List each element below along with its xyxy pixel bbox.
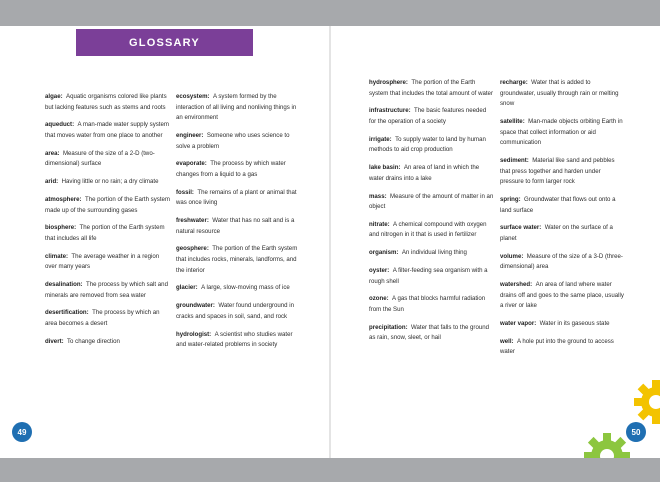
- glossary-definition: A scientist who studies water and water-related problems in society: [176, 330, 293, 349]
- glossary-entry: [45, 223, 170, 244]
- glossary-term: desertification:: [45, 309, 89, 317]
- glossary-term: water vapor:: [500, 320, 537, 327]
- glossary-term: glacier:: [176, 284, 198, 292]
- glossary-entry: [500, 280, 625, 312]
- glossary-term: hydrosphere:: [369, 79, 408, 86]
- glossary-definition: The remains of a plant or animal that was once living: [176, 188, 297, 207]
- glossary-entry: [500, 252, 625, 273]
- glossary-entry: [176, 283, 301, 294]
- glossary-definition: The process by which water changes from a liquid to a gas: [176, 160, 286, 178]
- glossary-term: groundwater:: [176, 302, 215, 310]
- glossary-term: recharge:: [500, 79, 528, 86]
- glossary-entry: [369, 266, 494, 287]
- glossary-definition: A system formed by the interaction of all living and nonliving things in an environment: [176, 93, 297, 122]
- glossary-term: well:: [500, 337, 514, 345]
- glossary-definition: A man-made water supply system that moves water from one place to another: [45, 121, 169, 139]
- glossary-definition: Measure of the size of a 3-D (three-dimensional) area: [500, 252, 623, 271]
- glossary-definition: A large, slow-moving mass of ice: [201, 284, 290, 292]
- glossary-entry: [176, 188, 301, 209]
- glossary-term: climate:: [45, 252, 69, 260]
- glossary-column-2: [176, 92, 301, 358]
- glossary-entry: [45, 195, 170, 216]
- glossary-entry: [176, 330, 301, 351]
- glossary-term: organism:: [369, 249, 399, 257]
- glossary-definition: The basic features needed for the operation of a society: [369, 107, 487, 125]
- glossary-term: lake basin:: [369, 164, 401, 172]
- glossary-entry: [369, 248, 494, 259]
- glossary-term: watershed:: [500, 281, 533, 289]
- glossary-column-3: [369, 78, 494, 351]
- glossary-entry: [500, 337, 625, 358]
- glossary-definition: An area of land where water drains off and goes to the same place, usually a river or lake: [500, 281, 624, 310]
- glossary-entry: [369, 192, 494, 213]
- glossary-definition: Water that falls to the ground as rain, snow, sleet, or hail: [369, 323, 490, 342]
- glossary-definition: To change direction: [67, 337, 120, 345]
- glossary-entry: [369, 163, 494, 184]
- glossary-definition: Measure of the size of a 2-D (two-dimensional) surface: [45, 149, 155, 168]
- glossary-definition: The average weather in a region over many years: [45, 252, 160, 271]
- glossary-definition: Water in its gaseous state: [539, 320, 610, 327]
- glossary-entry: [500, 319, 625, 330]
- glossary-entry: [45, 177, 170, 188]
- glossary-definition: A chemical compound with oxygen and nitrogen in it that is used in fertilizer: [369, 220, 487, 239]
- book-spine: [329, 26, 331, 458]
- glossary-definition: Water that has no salt and is a natural resource: [176, 217, 295, 235]
- glossary-entry: [369, 135, 494, 156]
- glossary-term: divert:: [45, 337, 64, 345]
- page-number-left: [12, 422, 32, 442]
- glossary-entry: [176, 244, 301, 276]
- glossary-term: desalination:: [45, 281, 83, 289]
- glossary-entry: [369, 220, 494, 241]
- glossary-term: ecosystem:: [176, 93, 210, 100]
- glossary-entry: [45, 337, 170, 348]
- glossary-definition: Water that is added to groundwater, usually through rain or melting snow: [500, 79, 619, 108]
- glossary-term: aqueduct:: [45, 121, 75, 129]
- glossary-definition: Groundwater that flows out onto a land surface: [500, 195, 616, 214]
- glossary-definition: Measure of the amount of matter in an object: [369, 192, 494, 211]
- glossary-term: freshwater:: [176, 217, 209, 225]
- glossary-entry: [45, 120, 170, 141]
- glossary-definition: Having little or no rain; a dry climate: [61, 178, 159, 186]
- glossary-definition: The process by which an area becomes a desert: [45, 309, 160, 327]
- glossary-entry: [45, 149, 170, 170]
- glossary-term: arid:: [45, 178, 59, 186]
- glossary-term: irrigate:: [369, 135, 392, 143]
- bottom-bar: [0, 458, 660, 482]
- glossary-term: volume:: [500, 252, 524, 260]
- page-title: GLOSSARY: [129, 36, 200, 49]
- glossary-entry: [176, 216, 301, 237]
- glossary-term: geosphere:: [176, 245, 209, 253]
- glossary-entry: [176, 92, 301, 124]
- glossary-definition: A filter-feeding sea organism with a rough shell: [369, 267, 488, 285]
- glossary-entry: [500, 223, 625, 244]
- glossary-entry: [369, 78, 494, 99]
- glossary-term: algae:: [45, 93, 63, 100]
- glossary-term: area:: [45, 149, 60, 157]
- glossary-definition: The portion of the Earth system that includes all life: [45, 224, 165, 242]
- glossary-definition: An individual living thing: [401, 249, 467, 257]
- glossary-definition: Water on the surface of a planet: [500, 224, 613, 242]
- green-gear-icon: [582, 430, 632, 458]
- glossary-definition: The portion of the Earth system that includes rocks, minerals, landforms, and the interior: [176, 245, 298, 274]
- glossary-entry: [45, 280, 170, 301]
- glossary-definition: The portion of the Earth system made up of the surrounding gases: [45, 195, 170, 214]
- glossary-entry: [45, 252, 170, 273]
- glossary-definition: Someone who uses science to solve a problem: [176, 131, 290, 150]
- glossary-entry: [369, 294, 494, 315]
- glossary-entry: [45, 308, 170, 329]
- glossary-term: nitrate:: [369, 220, 390, 228]
- glossary-definition: Material like sand and pebbles that press together and harden under pressure to form larger rock: [500, 156, 615, 186]
- glossary-entry: [369, 106, 494, 127]
- glossary-entry: [369, 323, 494, 344]
- glossary-term: biosphere:: [45, 224, 77, 232]
- top-bar: [0, 0, 660, 26]
- glossary-term: precipitation:: [369, 323, 408, 331]
- glossary-entry: [500, 156, 625, 188]
- glossary-term: sediment:: [500, 156, 529, 164]
- glossary-term: mass:: [369, 192, 387, 200]
- glossary-definition: Water found underground in cracks and spaces in soil, sand, and rock: [176, 302, 294, 320]
- page-number-right-label: 50: [631, 427, 641, 437]
- glossary-term: spring:: [500, 195, 521, 203]
- glossary-entry: [500, 195, 625, 216]
- glossary-term: evaporate:: [176, 160, 207, 168]
- glossary-definition: To supply water to land by human methods to aid crop production: [369, 135, 486, 154]
- glossary-term: satellite:: [500, 117, 525, 125]
- glossary-term: atmosphere:: [45, 195, 82, 203]
- glossary-term: ozone:: [369, 295, 389, 303]
- page-number-left-label: 49: [17, 427, 27, 437]
- glossary-term: surface water:: [500, 224, 542, 232]
- glossary-definition: A hole put into the ground to access water: [500, 337, 614, 356]
- glossary-definition: Aquatic organisms colored like plants but lacking features such as stems and roots: [45, 93, 167, 111]
- glossary-definition: An area of land in which the water drains into a lake: [369, 164, 480, 182]
- glossary-definition: A gas that blocks harmful radiation from the Sun: [369, 295, 486, 313]
- glossary-term: fossil:: [176, 188, 194, 196]
- glossary-term: hydrologist:: [176, 330, 212, 338]
- glossary-definition: The process by which salt and minerals are removed from sea water: [45, 281, 168, 299]
- glossary-term: infrastructure:: [369, 107, 411, 115]
- glossary-entry: [45, 92, 170, 113]
- glossary-entry: [176, 131, 301, 152]
- glossary-entry: [500, 78, 625, 110]
- glossary-banner: [76, 29, 253, 56]
- glossary-definition: Man-made objects orbiting Earth in space that collect information or aid communication: [500, 117, 623, 147]
- glossary-term: oyster:: [369, 267, 390, 275]
- glossary-definition: The portion of the Earth system that includes the total amount of water: [369, 79, 493, 97]
- glossary-column-4: [500, 78, 625, 365]
- glossary-entry: [176, 159, 301, 180]
- glossary-entry: [500, 117, 625, 149]
- yellow-gear-icon: [630, 378, 660, 426]
- glossary-term: engineer:: [176, 131, 204, 139]
- glossary-column-1: [45, 92, 170, 355]
- glossary-entry: [176, 301, 301, 322]
